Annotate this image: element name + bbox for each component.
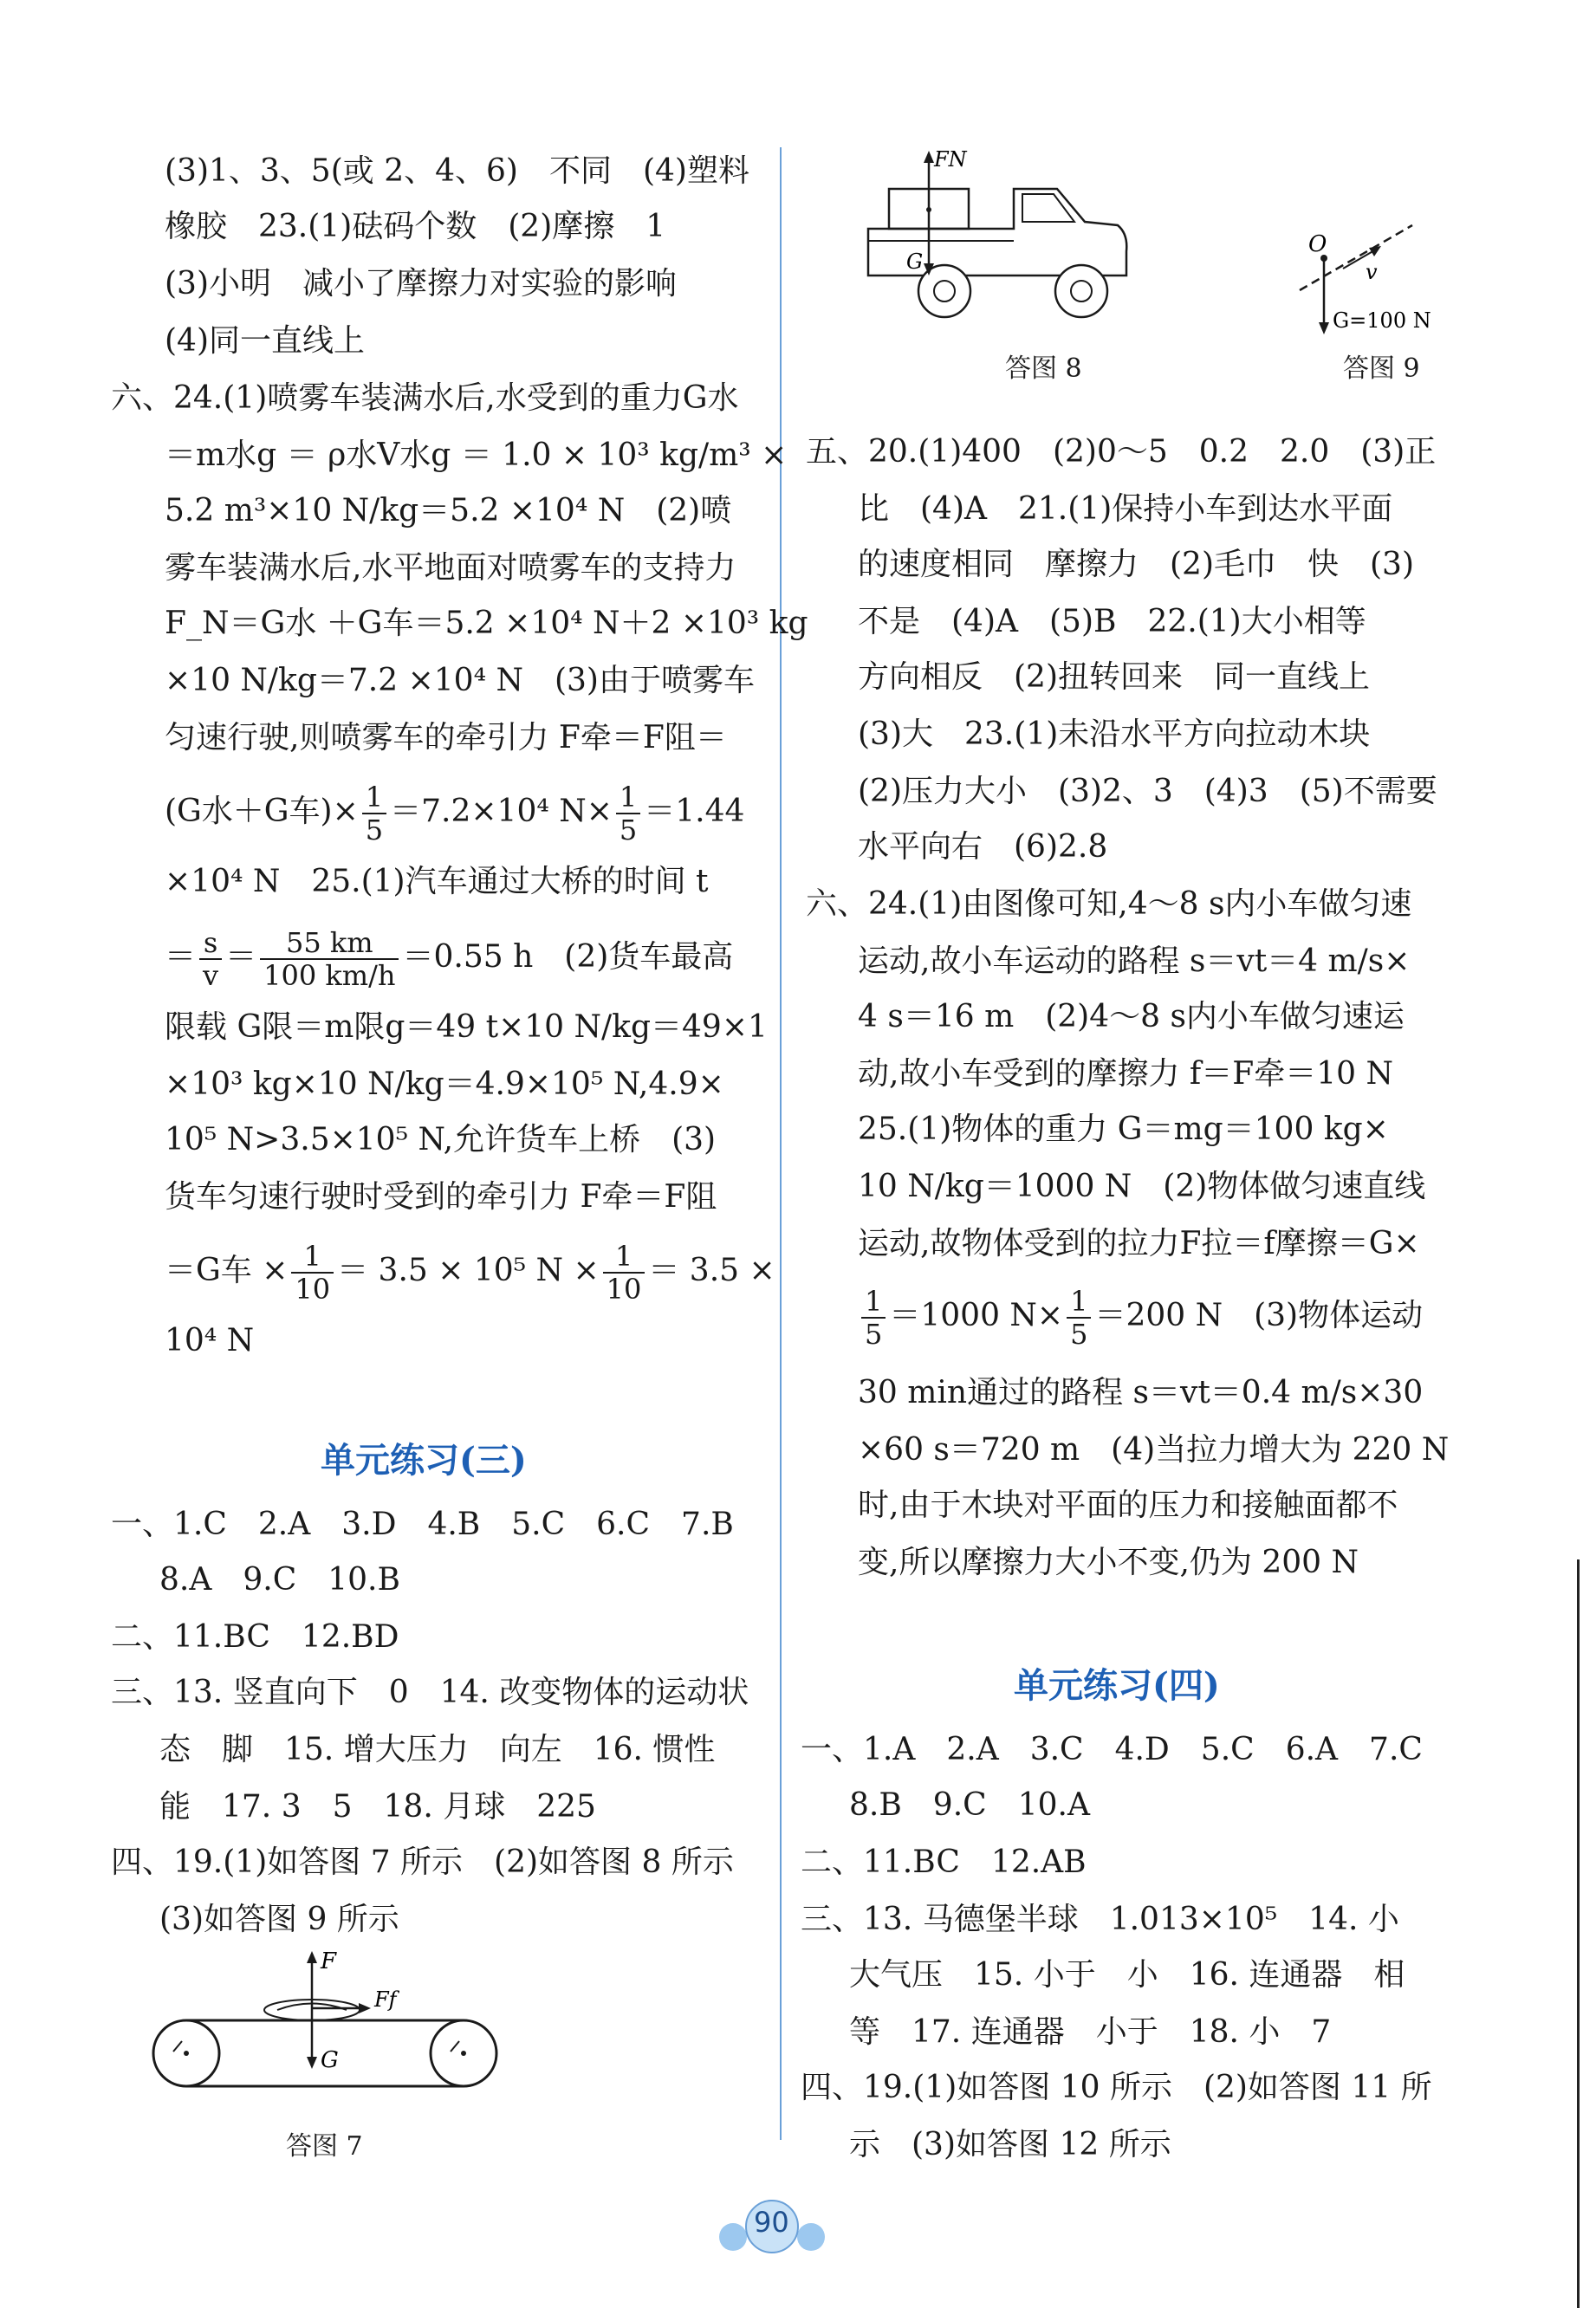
section-heading: 单元练习(三) (321, 1440, 527, 1481)
text-line: 30 min通过的路程 s＝vt＝0.4 m/s×30 (858, 1375, 1424, 1410)
text-line: 匀速行驶,则喷雾车的牵引力 F牵＝F阻＝ (165, 720, 727, 755)
fraction-line: (G水＋G车)× $\frac{1}{5}$ ＝7.2×10⁴ N× $\frac{1}{5}$ ＝1.44 (165, 781, 745, 846)
text-line: 五、20.(1)400 (2)0～5 0.2 2.0 (3)正 (806, 434, 1437, 470)
text-line: 六、24.(1)喷雾车装满水后,水受到的重力G水 (111, 380, 739, 416)
fraction-line: ＝ $\frac{s}{v}$ ＝ $\frac{55 km}{100 km/h}$ ＝0.55 h (2)货车最高 (165, 926, 734, 992)
text-line: 动,故小车受到的摩擦力 f＝F牵＝10 N (858, 1056, 1393, 1092)
figure-8-truck (858, 147, 1265, 338)
label-G100: G=100 N (1333, 308, 1431, 333)
text-line: 的速度相同 摩擦力 (2)毛巾 快 (3) (858, 547, 1414, 582)
figure-8-caption: 答图 8 (1005, 353, 1082, 384)
label-G: G (906, 250, 924, 274)
text-line: 10⁴ N (165, 1323, 255, 1358)
fraction-line: $\frac{1}{5}$ ＝1000 N× $\frac{1}{5}$ ＝200 N (3)物体运动 (858, 1286, 1423, 1350)
answer-line: 三、13. 马德堡半球 1.013×10⁵ 14. 小 (801, 1902, 1399, 1937)
fraction: $\frac{s}{v}$ (199, 927, 222, 991)
margin-rule (1577, 1559, 1580, 2308)
answer-line: 四、19.(1)如答图 10 所示 (2)如答图 11 所 (801, 2070, 1432, 2105)
answer-line: 8.A 9.C 10.B (159, 1562, 400, 1598)
text-line: 橡胶 23.(1)砝码个数 (2)摩擦 1 (165, 209, 666, 244)
text-line: 水平向右 (6)2.8 (858, 829, 1108, 865)
text-line: (3)1、3、5(或 2、4、6) 不同 (4)塑料 (165, 153, 749, 189)
answer-line: 二、11.BC 12.AB (801, 1844, 1087, 1880)
text-line: (3)小明 减小了摩擦力对实验的影响 (165, 266, 677, 301)
answer-line: 二、11.BC 12.BD (111, 1619, 399, 1655)
text-line: ×10 N/kg＝7.2 ×10⁴ N (3)由于喷雾车 (165, 663, 755, 698)
text-line: ×10⁴ N 25.(1)汽车通过大桥的时间 t (165, 864, 709, 899)
answer-line: 8.B 9.C 10.A (849, 1787, 1090, 1823)
label-Ff: Ff (374, 1987, 397, 2012)
text-line: 运动,故物体受到的拉力F拉＝f摩擦＝G× (858, 1226, 1420, 1261)
text-line: ×10³ kg×10 N/kg＝4.9×10⁵ N,4.9× (165, 1066, 724, 1102)
text-line: 限载 G限＝m限g＝49 t×10 N/kg＝49×1 (165, 1009, 768, 1045)
figure-7-conveyor (147, 1949, 529, 2114)
label-v: v (1366, 260, 1378, 284)
text-line: 变,所以摩擦力大小不变,仍为 200 N (858, 1545, 1359, 1580)
text-line: ×60 s＝720 m (4)当拉力增大为 220 N (858, 1432, 1450, 1468)
section-heading: 单元练习(四) (1014, 1665, 1220, 1706)
fraction: $\frac{1}{10}$ (291, 1241, 334, 1305)
text-line: (4)同一直线上 (165, 323, 365, 359)
figure-9-incline (1282, 208, 1473, 347)
answer-line: 一、1.C 2.A 3.D 4.B 5.C 6.C 7.B (111, 1507, 734, 1542)
text-line: 4 s＝16 m (2)4～8 s内小车做匀速运 (858, 999, 1405, 1034)
text-line: 货车匀速行驶时受到的牵引力 F牵＝F阻 (165, 1179, 717, 1215)
text-line: 10 N/kg＝1000 N (2)物体做匀速直线 (858, 1169, 1426, 1204)
fraction: $\frac{55 km}{100 km/h}$ (260, 927, 399, 991)
fraction: $\frac{1}{5}$ (861, 1286, 886, 1350)
fraction: $\frac{1}{5}$ (616, 781, 640, 846)
label-FN: FN (934, 147, 967, 172)
answer-line: 四、19.(1)如答图 7 所示 (2)如答图 8 所示 (111, 1844, 734, 1880)
fraction-line: ＝G车 × $\frac{1}{10}$ ＝ 3.5 × 10⁵ N × $\frac{1}{10}$ ＝ 3.5 × (165, 1240, 775, 1306)
text-line: ＝m水g ＝ ρ水V水g ＝ 1.0 × 10³ kg/m³ × (165, 438, 788, 473)
text-line: 比 (4)A 21.(1)保持小车到达水平面 (858, 491, 1393, 527)
answer-line: 一、1.A 2.A 3.C 4.D 5.C 6.A 7.C (801, 1732, 1423, 1767)
text-line: 5.2 m³×10 N/kg＝5.2 ×10⁴ N (2)喷 (165, 493, 732, 528)
answer-line: 示 (3)如答图 12 所示 (849, 2127, 1171, 2162)
fraction: $\frac{1}{10}$ (603, 1241, 646, 1305)
answer-line: 等 17. 连通器 小于 18. 小 7 (849, 2014, 1332, 2050)
text-line: 六、24.(1)由图像可知,4～8 s内小车做匀速 (806, 886, 1412, 922)
answer-line: (3)如答图 9 所示 (159, 1902, 399, 1937)
text-line: 时,由于木块对平面的压力和接触面都不 (858, 1488, 1398, 1523)
text-line: (3)大 23.(1)未沿水平方向拉动木块 (858, 716, 1371, 752)
answer-line: 态 脚 15. 增大压力 向左 16. 惯性 (159, 1732, 716, 1767)
answer-line: 能 17. 3 5 18. 月球 225 (159, 1789, 596, 1825)
text-line: 运动,故小车运动的路程 s＝vt＝4 m/s× (858, 943, 1411, 979)
label-G: G (321, 2047, 339, 2073)
label-O: O (1308, 231, 1327, 257)
text-line: 雾车装满水后,水平地面对喷雾车的支持力 (165, 550, 736, 586)
answer-line: 大气压 15. 小于 小 16. 连通器 相 (849, 1957, 1405, 1993)
text-line: 方向相反 (2)扭转回来 同一直线上 (858, 659, 1370, 695)
fraction: $\frac{1}{5}$ (362, 781, 386, 846)
text-line: (2)压力大小 (3)2、3 (4)3 (5)不需要 (858, 774, 1437, 809)
answer-line: 三、13. 竖直向下 0 14. 改变物体的运动状 (111, 1675, 749, 1710)
text-line: F_N＝G水 ＋G车＝5.2 ×10⁴ N＋2 ×10³ kg (165, 606, 808, 641)
text-line: 10⁵ N>3.5×10⁵ N,允许货车上桥 (3) (165, 1122, 717, 1157)
label-F: F (321, 1949, 337, 1974)
figure-7-caption: 答图 7 (286, 2131, 363, 2162)
figure-9-caption: 答图 9 (1343, 353, 1420, 384)
text-line: 不是 (4)A (5)B 22.(1)大小相等 (858, 604, 1366, 639)
fraction: $\frac{1}{5}$ (1067, 1286, 1091, 1350)
page-number: 90 (754, 2206, 789, 2239)
text-line: 25.(1)物体的重力 G＝mg＝100 kg× (858, 1112, 1389, 1147)
